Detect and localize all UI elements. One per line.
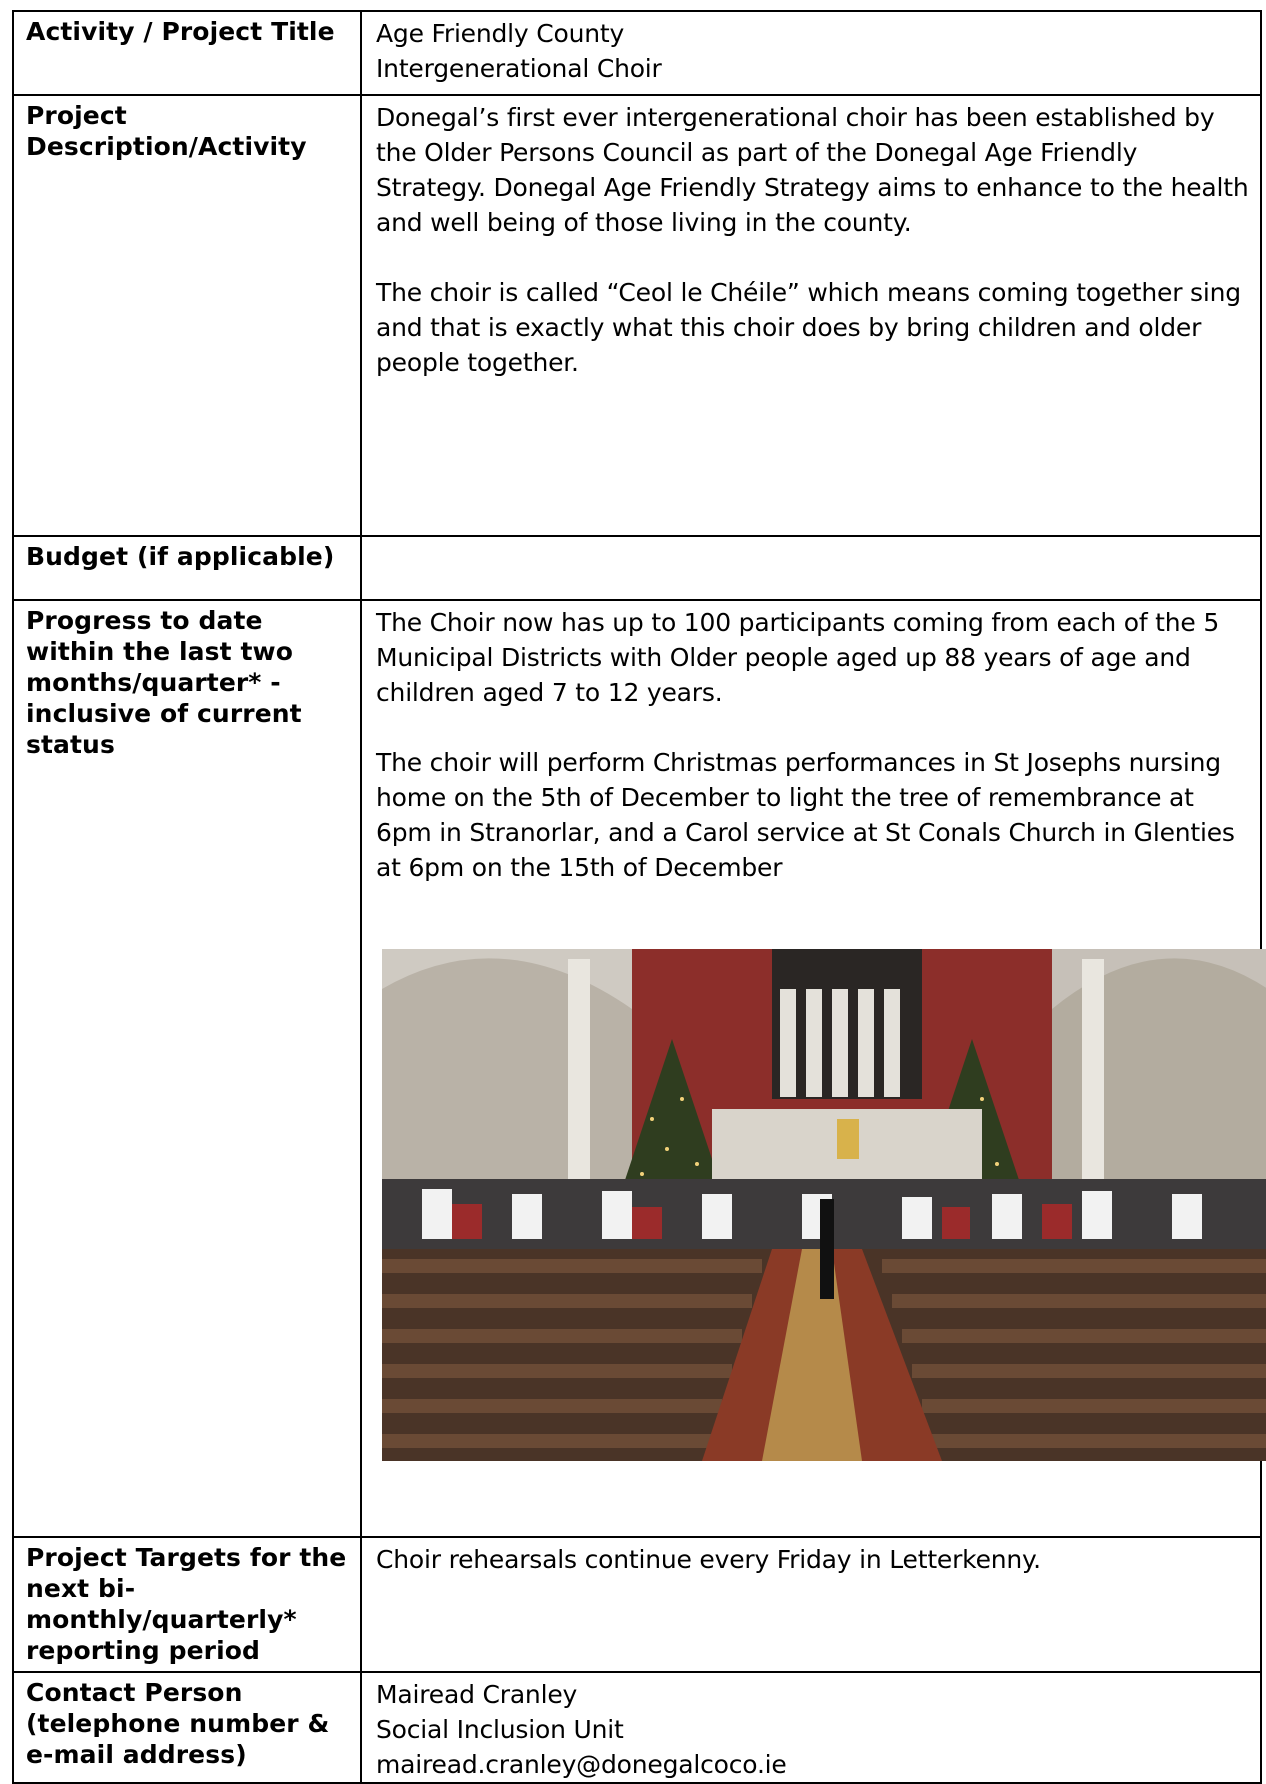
contact-name: Mairead Cranley: [376, 1680, 578, 1709]
description-paragraph-2: The choir is called “Ceol le Chéile” which means coming together sing and that is exactly what this choir does by bring children and older people together.: [376, 278, 1241, 377]
contact-unit: Social Inclusion Unit: [376, 1715, 624, 1744]
title-value: [361, 11, 1261, 95]
description-value: [361, 95, 1261, 536]
row-title: [13, 11, 1261, 95]
targets-value: Choir rehearsals continue every Friday in Letterkenny.: [361, 1537, 1261, 1672]
row-progress: [13, 600, 1261, 1537]
progress-paragraph-2: The choir will perform Christmas performances in St Josephs nursing home on the 5th of December to light the tree of remembrance at 6pm in Stranorlar, and a Carol service at St Conals Church in Glenties at 6pm on the 15th of December: [376, 748, 1235, 882]
budget-label: Budget (if applicable): [13, 536, 361, 600]
progress-label: Progress to date within the last two months/quarter* - inclusive of current status: [13, 600, 361, 1537]
contact-value: [361, 1672, 1261, 1783]
progress-value: [361, 600, 1261, 1537]
row-description: [13, 95, 1261, 536]
row-contact: [13, 1672, 1261, 1783]
title-line-2: Intergenerational Choir: [376, 54, 662, 83]
row-budget: [13, 536, 1261, 600]
choir-photo: [382, 949, 1266, 1461]
description-paragraph-1: Donegal’s first ever intergenerational choir has been established by the Older Persons Council as part of the Donegal Age Friendly Strategy. Donegal Age Friendly Strategy aims to enhance to the health and well being of those living in the county.: [376, 103, 1249, 237]
title-line-1: Age Friendly County: [376, 19, 625, 48]
budget-value: [361, 536, 1261, 600]
title-label: Activity / Project Title: [13, 11, 361, 95]
targets-label: Project Targets for the next bi-monthly/quarterly* reporting period: [13, 1537, 361, 1672]
row-targets: [13, 1537, 1261, 1672]
progress-paragraph-1: The Choir now has up to 100 participants coming from each of the 5 Municipal Districts with Older people aged up 88 years of age and children aged 7 to 12 years.: [376, 608, 1220, 707]
contact-label: Contact Person (telephone number & e-mail address): [13, 1672, 361, 1783]
contact-email: mairead.cranley@donegalcoco.ie: [376, 1750, 787, 1779]
project-report-table: [12, 10, 1262, 1784]
description-label: Project Description/Activity: [13, 95, 361, 536]
